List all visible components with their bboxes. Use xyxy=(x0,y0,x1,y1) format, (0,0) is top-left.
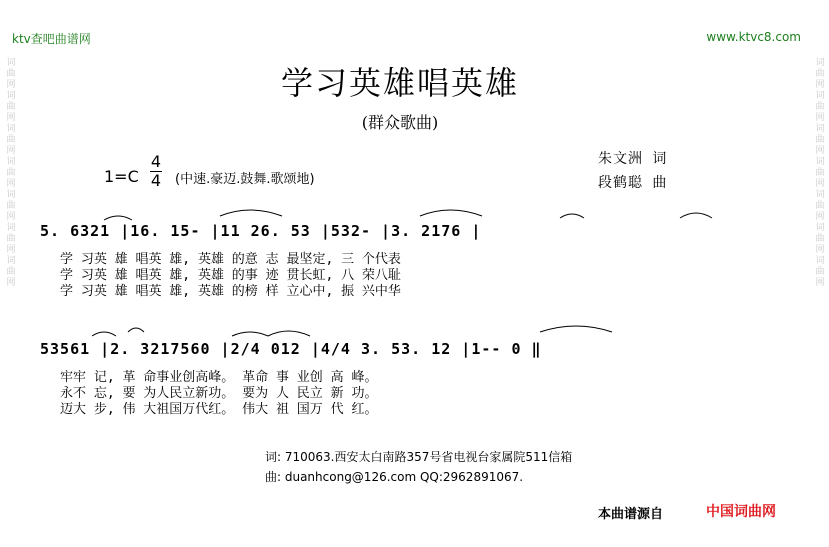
slur xyxy=(128,328,144,332)
watermark-right: 词曲网词曲网词曲网词曲网词曲网词曲网词曲网 xyxy=(815,58,825,288)
time-signature-top: 4 xyxy=(150,152,162,171)
time-signature xyxy=(150,153,162,190)
source-site-link[interactable]: 中国词曲网 xyxy=(706,504,776,520)
watermark-left: 词曲网词曲网词曲网词曲网词曲网词曲网词曲网 xyxy=(6,58,16,288)
source-label: 本曲谱源自 xyxy=(598,507,664,522)
score-line-1-notes: 5. 6321 |16. 15- |11 26. 53 |532- |3. 2176 | xyxy=(40,222,482,240)
slur xyxy=(92,332,116,336)
slur xyxy=(540,326,612,332)
lyric-line-1-verse-3: 学 习英 雄 唱英 雄, 英雄 的榜 样 立心中, 振 兴中华 xyxy=(60,284,401,299)
score-line-2-notes: 53561 |2. 3217560 |2/4 012 |4/4 3. 53. 12 |1-- 0 ‖ xyxy=(40,340,542,358)
slur xyxy=(420,210,482,216)
tempo-marking: (中速.豪迈.鼓舞.歌颂地) xyxy=(175,172,315,187)
lyric-line-2-verse-3: 迈大 步, 伟 大祖国万代红。 伟大 祖 国万 代 红。 xyxy=(60,402,378,417)
time-signature-bottom: 4 xyxy=(150,171,162,190)
lyric-line-1-verse-1: 学 习英 雄 唱英 雄, 英雄 的意 志 最坚定, 三 个代表 xyxy=(60,252,401,267)
site-url-right[interactable]: www.ktvc8.com xyxy=(706,30,801,44)
song-title: 学习英雄唱英雄 xyxy=(280,64,519,102)
site-name-left: ktv查吧曲谱网 xyxy=(12,32,91,46)
lyric-line-2-verse-1: 牢牢 记, 革 命事业创高峰。 革命 事 业创 高 峰。 xyxy=(60,370,378,385)
slur xyxy=(560,214,584,218)
contact-lyricist: 词: 710063.西安太白南路357号省电视台家属院511信箱 xyxy=(265,450,573,464)
slur xyxy=(268,331,310,336)
slur xyxy=(104,216,132,220)
slur xyxy=(680,213,712,218)
slur xyxy=(232,332,268,336)
lyric-line-1-verse-2: 学 习英 雄 唱英 雄, 英雄 的事 迹 贯长虹, 八 荣八耻 xyxy=(60,268,401,283)
composer-credit: 段鹤聪 曲 xyxy=(598,175,668,191)
slur xyxy=(220,210,282,216)
contact-composer: 曲: duanhcong@126.com QQ:2962891067. xyxy=(265,470,524,484)
key-signature: 1=C xyxy=(104,167,139,186)
lyric-line-2-verse-2: 永不 忘, 要 为人民立新功。 要为 人 民立 新 功。 xyxy=(60,386,378,401)
song-subtitle: (群众歌曲) xyxy=(361,113,439,132)
lyricist-credit: 朱文洲 词 xyxy=(598,151,668,167)
